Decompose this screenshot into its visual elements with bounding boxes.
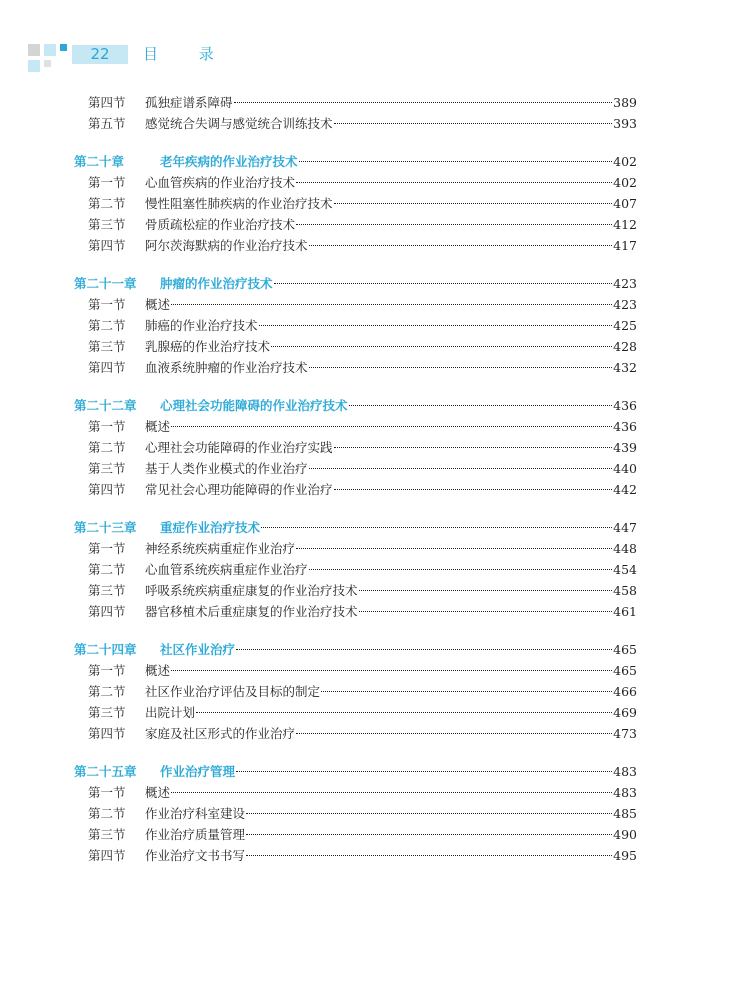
dot-leader (171, 304, 612, 305)
toc-section-entry[interactable] (0, 846, 637, 867)
dot-leader (271, 346, 612, 347)
page-ref: 436 (613, 419, 637, 435)
toc-section-entry[interactable] (0, 459, 637, 480)
dot-leader (171, 792, 612, 793)
page-ref: 458 (613, 582, 637, 598)
page-ref: 466 (613, 683, 637, 699)
section-number: 第四节 (88, 237, 126, 253)
toc-section-entry[interactable] (0, 215, 637, 236)
dot-leader (359, 590, 613, 591)
decorative-square (60, 44, 67, 51)
page-ref: 402 (613, 175, 637, 191)
section-title: 作业治疗质量管理 (145, 826, 246, 842)
toc-section-entry[interactable] (0, 581, 637, 602)
page-ref: 423 (613, 276, 637, 292)
section-title: 骨质疏松症的作业治疗技术 (145, 216, 296, 232)
dot-leader (259, 325, 613, 326)
section-title: 神经系统疾病重症作业治疗 (145, 541, 296, 557)
section-number: 第二节 (88, 318, 126, 334)
page-ref: 407 (613, 196, 637, 212)
page-ref: 483 (613, 764, 637, 780)
dot-leader (309, 468, 613, 469)
dot-leader (234, 102, 613, 103)
section-number: 第五节 (88, 115, 126, 131)
chapter-number: 第二十四章 (74, 642, 137, 658)
dot-leader (261, 527, 612, 528)
chapter-title: 重症作业治疗技术 (160, 520, 261, 536)
section-number: 第三节 (88, 338, 126, 354)
page-title: 目 录 (143, 45, 232, 63)
section-title: 慢性阻塞性肺疾病的作业治疗技术 (145, 196, 333, 212)
chapter-number: 第二十三章 (74, 520, 137, 536)
page-ref: 417 (613, 237, 637, 253)
section-title: 作业治疗文书书写 (145, 847, 246, 863)
page-ref: 473 (613, 725, 637, 741)
section-title: 心血管疾病的作业治疗技术 (145, 175, 296, 191)
toc-section-entry[interactable] (0, 194, 637, 215)
toc-section-entry[interactable] (0, 783, 637, 804)
section-number: 第三节 (88, 582, 126, 598)
toc-chapter-entry[interactable] (0, 640, 637, 661)
section-title: 概述 (145, 297, 171, 313)
section-number: 第一节 (88, 297, 126, 313)
dot-leader (246, 834, 612, 835)
section-title: 基于人类作业模式的作业治疗 (145, 460, 308, 476)
dot-leader (321, 691, 612, 692)
page-ref: 432 (613, 359, 637, 375)
decorative-square (44, 60, 51, 67)
page-ref: 425 (613, 318, 637, 334)
dot-leader (349, 405, 613, 406)
dot-leader (296, 733, 612, 734)
toc-section-entry[interactable] (0, 703, 637, 724)
page-ref: 447 (613, 520, 637, 536)
toc-section-entry[interactable] (0, 602, 637, 623)
toc-section-entry[interactable] (0, 825, 637, 846)
section-title: 心理社会功能障碍的作业治疗实践 (145, 439, 333, 455)
decorative-square (44, 44, 56, 56)
section-title: 心血管系统疾病重症作业治疗 (145, 561, 308, 577)
chapter-title: 心理社会功能障碍的作业治疗技术 (160, 398, 348, 414)
dot-leader (171, 670, 612, 671)
section-number: 第二节 (88, 805, 126, 821)
dot-leader (296, 548, 612, 549)
page-ref: 412 (613, 216, 637, 232)
dot-leader (296, 182, 612, 183)
toc-chapter-block (0, 640, 730, 744)
section-title: 器官移植术后重症康复的作业治疗技术 (145, 603, 358, 619)
table-of-contents (0, 93, 730, 884)
toc-section-entry[interactable] (0, 316, 637, 337)
dot-leader (334, 489, 613, 490)
section-number: 第四节 (88, 95, 126, 110)
dot-leader (299, 161, 613, 162)
toc-section-entry[interactable] (0, 173, 637, 194)
toc-section-entry[interactable] (0, 417, 637, 438)
dot-leader (196, 712, 612, 713)
section-title: 概述 (145, 419, 171, 435)
chapter-title: 作业治疗管理 (160, 764, 236, 780)
toc-section-entry[interactable] (0, 560, 637, 581)
dot-leader (246, 813, 612, 814)
toc-chapter-block (0, 762, 730, 866)
dot-leader (171, 426, 612, 427)
dot-leader (334, 203, 613, 204)
page-ref: 469 (613, 704, 637, 720)
page-number: 22 (72, 45, 128, 64)
page-ref: 393 (613, 115, 637, 131)
toc-chapter-block (0, 396, 730, 500)
dot-leader (236, 771, 612, 772)
section-title: 家庭及社区形式的作业治疗 (145, 725, 296, 741)
page-ref: 423 (613, 297, 637, 313)
section-number: 第一节 (88, 541, 126, 557)
section-number: 第二节 (88, 196, 126, 212)
section-title: 肺癌的作业治疗技术 (145, 318, 258, 334)
section-title: 出院计划 (145, 704, 196, 720)
toc-section-entry[interactable] (0, 661, 637, 682)
toc-chapter-entry[interactable] (0, 762, 637, 783)
section-number: 第二节 (88, 683, 126, 699)
page-ref: 439 (613, 439, 637, 455)
section-number: 第二节 (88, 561, 126, 577)
page-ref: 465 (613, 662, 637, 678)
dot-leader (309, 367, 613, 368)
dot-leader (274, 283, 613, 284)
toc-chapter-entry[interactable] (0, 152, 637, 173)
section-title: 呼吸系统疾病重症康复的作业治疗技术 (145, 582, 358, 598)
toc-section-entry[interactable] (0, 295, 637, 316)
section-title: 概述 (145, 784, 171, 800)
page-header (0, 0, 730, 80)
decorative-square (28, 60, 40, 72)
section-title: 常见社会心理功能障碍的作业治疗 (145, 481, 333, 497)
page-ref: 495 (613, 847, 637, 863)
page-ref: 490 (613, 826, 637, 842)
page-ref: 428 (613, 338, 637, 354)
toc-section-entry[interactable] (0, 480, 637, 501)
page-ref: 442 (613, 481, 637, 497)
section-number: 第四节 (88, 725, 126, 741)
decorative-square (28, 44, 40, 56)
chapter-title: 老年疾病的作业治疗技术 (160, 154, 298, 170)
toc-section-entry[interactable] (0, 236, 637, 257)
page-ref: 436 (613, 398, 637, 414)
page-ref: 440 (613, 460, 637, 476)
dot-leader (236, 649, 612, 650)
section-number: 第一节 (88, 784, 126, 800)
section-number: 第三节 (88, 460, 126, 476)
page-ref: 389 (613, 95, 637, 110)
toc-chapter-entry[interactable] (0, 396, 637, 417)
section-title: 阿尔茨海默病的作业治疗技术 (145, 237, 308, 253)
toc-chapter-block (0, 274, 730, 378)
dot-leader (246, 855, 612, 856)
chapter-title: 社区作业治疗 (160, 642, 236, 658)
section-title: 概述 (145, 662, 171, 678)
toc-chapter-entry[interactable] (0, 518, 637, 539)
chapter-number: 第二十二章 (74, 398, 137, 414)
section-title: 乳腺癌的作业治疗技术 (145, 338, 271, 354)
section-title: 血液系统肿瘤的作业治疗技术 (145, 359, 308, 375)
section-title: 社区作业治疗评估及目标的制定 (145, 683, 321, 699)
section-title: 孤独症谱系障碍 (145, 95, 233, 110)
dot-leader (359, 611, 613, 612)
chapter-title: 肿瘤的作业治疗技术 (160, 276, 273, 292)
dot-leader (296, 224, 612, 225)
toc-section-entry[interactable] (0, 438, 637, 459)
chapter-number: 第二十一章 (74, 276, 137, 292)
page-ref: 483 (613, 784, 637, 800)
toc-section-entry[interactable] (0, 804, 637, 825)
toc-section-entry[interactable] (0, 682, 637, 703)
page-ref: 485 (613, 805, 637, 821)
section-number: 第一节 (88, 419, 126, 435)
section-number: 第三节 (88, 826, 126, 842)
page-ref: 402 (613, 154, 637, 170)
dot-leader (334, 123, 613, 124)
page-ref: 448 (613, 541, 637, 557)
section-number: 第四节 (88, 359, 126, 375)
toc-section-entry[interactable] (0, 539, 637, 560)
section-title: 作业治疗科室建设 (145, 805, 246, 821)
chapter-number: 第二十章 (74, 154, 125, 170)
toc-section-entry[interactable] (0, 337, 637, 358)
dot-leader (309, 245, 613, 246)
section-number: 第四节 (88, 481, 126, 497)
page-ref: 454 (613, 561, 637, 577)
section-number: 第三节 (88, 216, 126, 232)
toc-section-entry[interactable] (0, 114, 637, 135)
section-number: 第三节 (88, 704, 126, 720)
section-number: 第二节 (88, 439, 126, 455)
section-number: 第四节 (88, 847, 126, 863)
page-ref: 465 (613, 642, 637, 658)
section-number: 第一节 (88, 175, 126, 191)
toc-section-entry[interactable] (0, 93, 637, 114)
toc-chapter-block (0, 152, 730, 256)
toc-chapter-block (0, 518, 730, 622)
chapter-number: 第二十五章 (74, 764, 137, 780)
page-ref: 461 (613, 603, 637, 619)
toc-chapter-block (0, 93, 730, 135)
dot-leader (334, 447, 613, 448)
section-title: 感觉统合失调与感觉统合训练技术 (145, 115, 333, 131)
toc-chapter-entry[interactable] (0, 274, 637, 295)
section-number: 第一节 (88, 662, 126, 678)
dot-leader (309, 569, 613, 570)
section-number: 第四节 (88, 603, 126, 619)
toc-section-entry[interactable] (0, 724, 637, 745)
toc-section-entry[interactable] (0, 358, 637, 379)
